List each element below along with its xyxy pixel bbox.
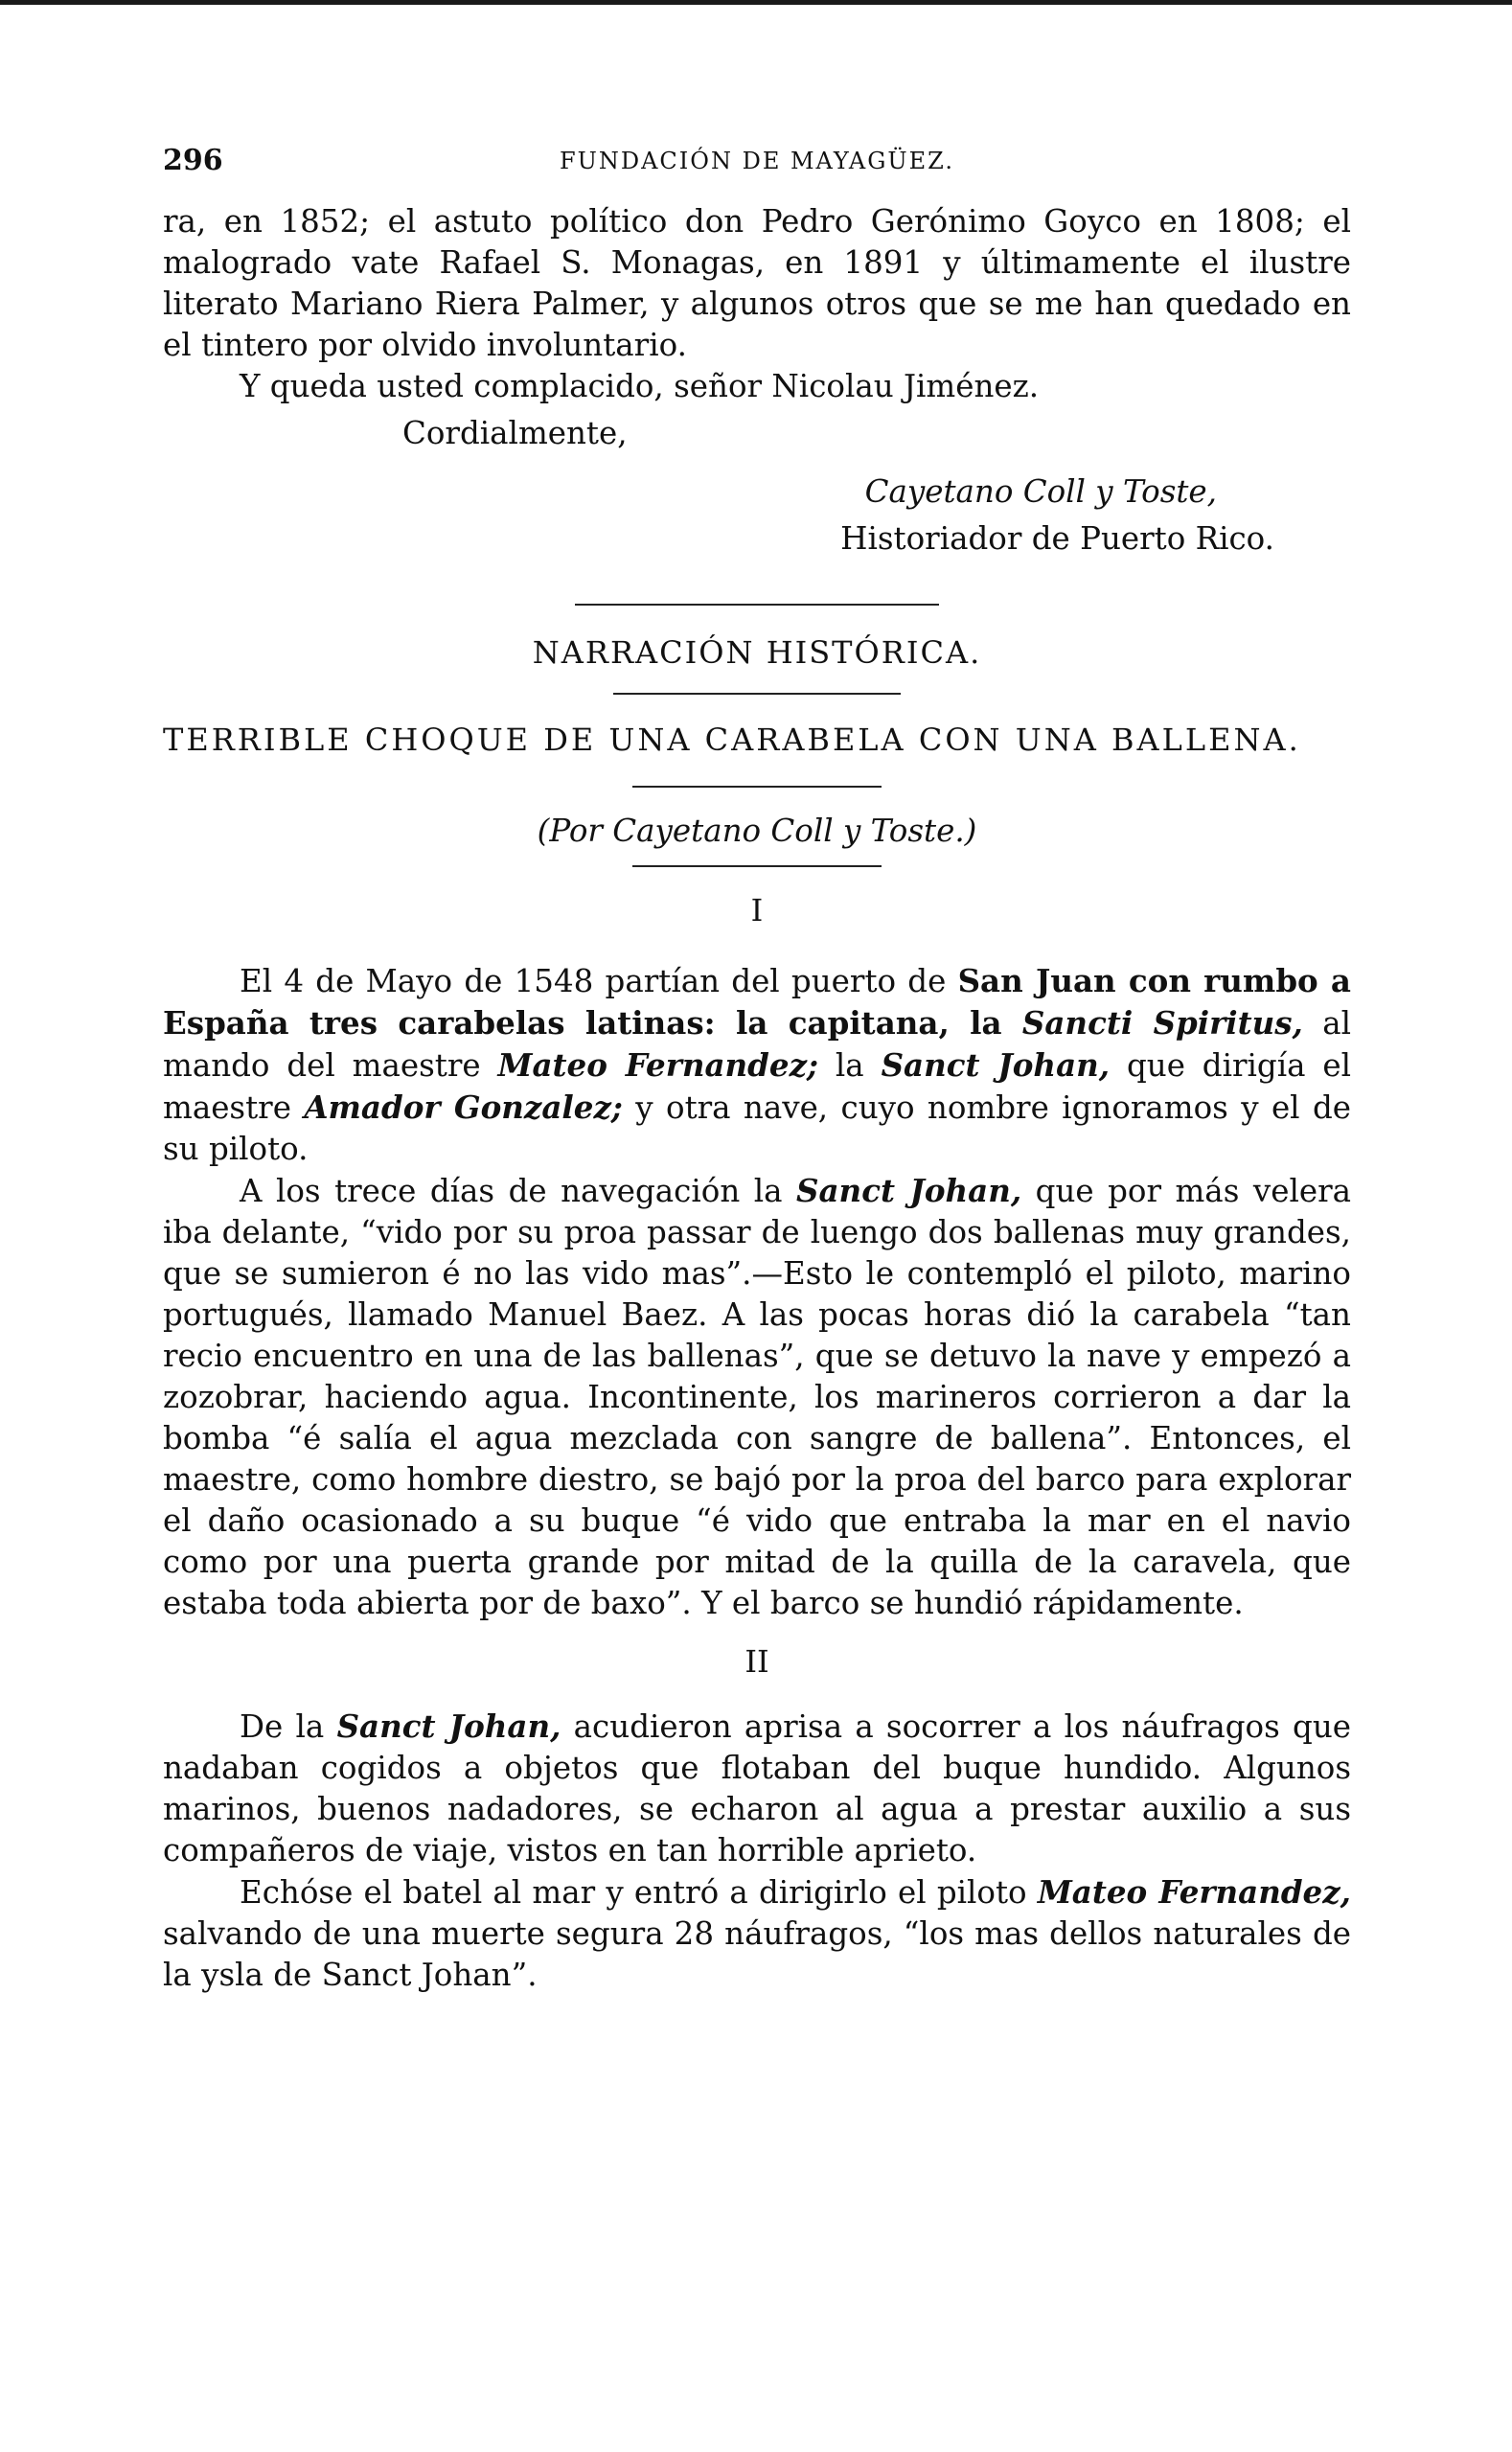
- divider-rule: [632, 786, 882, 788]
- body-paragraph: Echóse el batel al mar y entró a dirigirlo el piloto Mateo Fernandez, salvando de una muerte segura 28 náufragos, “los mas dellos naturales de la ysla de Sanct Johan”.: [163, 1873, 1351, 1993]
- signature-title: Historiador de Puerto Rico.: [840, 520, 1274, 557]
- body-paragraph: De la Sanct Johan, acudieron aprisa a socorrer a los náufragos que nadaban cogidos a objetos que flotaban del buque hundido. Algunos marinos, buenos nadadores, se echaron al agua a prestar auxilio a sus compañeros de viaje, vistos en tan horrible aprieto.: [163, 1707, 1351, 1868]
- part-numeral: I: [750, 892, 764, 928]
- divider-rule: [613, 693, 901, 695]
- book-page: [163, 144, 1351, 1996]
- signature: Cayetano Coll y Toste,: [864, 473, 1217, 510]
- page-top-edge: [0, 0, 1512, 5]
- article-byline: (Por Cayetano Coll y Toste.): [537, 813, 977, 849]
- letter-paragraph: ra, en 1852; el astuto político don Pedro Gerónimo Goyco en 1808; el malogrado vate Rafael S. Monagas, en 1891 y últimamente el ilustre literato Mariano Riera Palmer, y algunos otros que se me han quedado en el tintero por olvido involuntario.: [163, 203, 1351, 363]
- part-numeral: II: [745, 1643, 769, 1680]
- body-paragraph: El 4 de Mayo de 1548 partían del puerto de San Juan con rumbo a España tres carabelas latinas: la capitana, la Sancti Spiritus, al mando del maestre Mateo Fernandez; la Sanct Johan, que dirigía el maestre Amador Gonzalez; y otra nave, cuyo nombre ignoramos y el de su piloto.: [163, 962, 1352, 1167]
- letter-closing: Cordialmente,: [402, 415, 628, 451]
- section-heading: NARRACIÓN HISTÓRICA.: [532, 634, 982, 671]
- letter-paragraph: Y queda usted complacido, señor Nicolau Jiménez.: [240, 368, 1040, 404]
- divider-rule: [575, 604, 939, 606]
- running-header: [163, 144, 1351, 201]
- page-number: 296: [163, 144, 223, 177]
- running-title: FUNDACIÓN DE MAYAGÜEZ.: [559, 148, 955, 174]
- body-paragraph: A los trece días de navegación la Sanct Johan, que por más velera iba delante, “vido por su proa passar de luengo dos ballenas muy grandes, que se sumieron é no las vido mas”.—Esto le contempló el piloto, marino portugués, llamado Manuel Baez. A las pocas horas dió la carabela “tan recio encuentro en una de las ballenas”, que se detuvo la nave y empezó a zozobrar, haciendo agua. Incontinente, los marineros corrieron a dar la bomba “é salía el agua mezclada con sangre de ballena”. Entonces, el maestre, como hombre diestro, se bajó por la proa del barco para explorar el daño ocasionado a su buque “é vido que entraba la mar en el navio como por una puerta grande por mitad de la quilla de la caravela, que estaba toda abierta por de baxo”. Y el barco se hundió rápidamente.: [163, 1172, 1351, 1621]
- article-title: TERRIBLE CHOQUE DE UNA CARABELA CON UNA BALLENA.: [163, 722, 1301, 758]
- divider-rule: [632, 865, 882, 867]
